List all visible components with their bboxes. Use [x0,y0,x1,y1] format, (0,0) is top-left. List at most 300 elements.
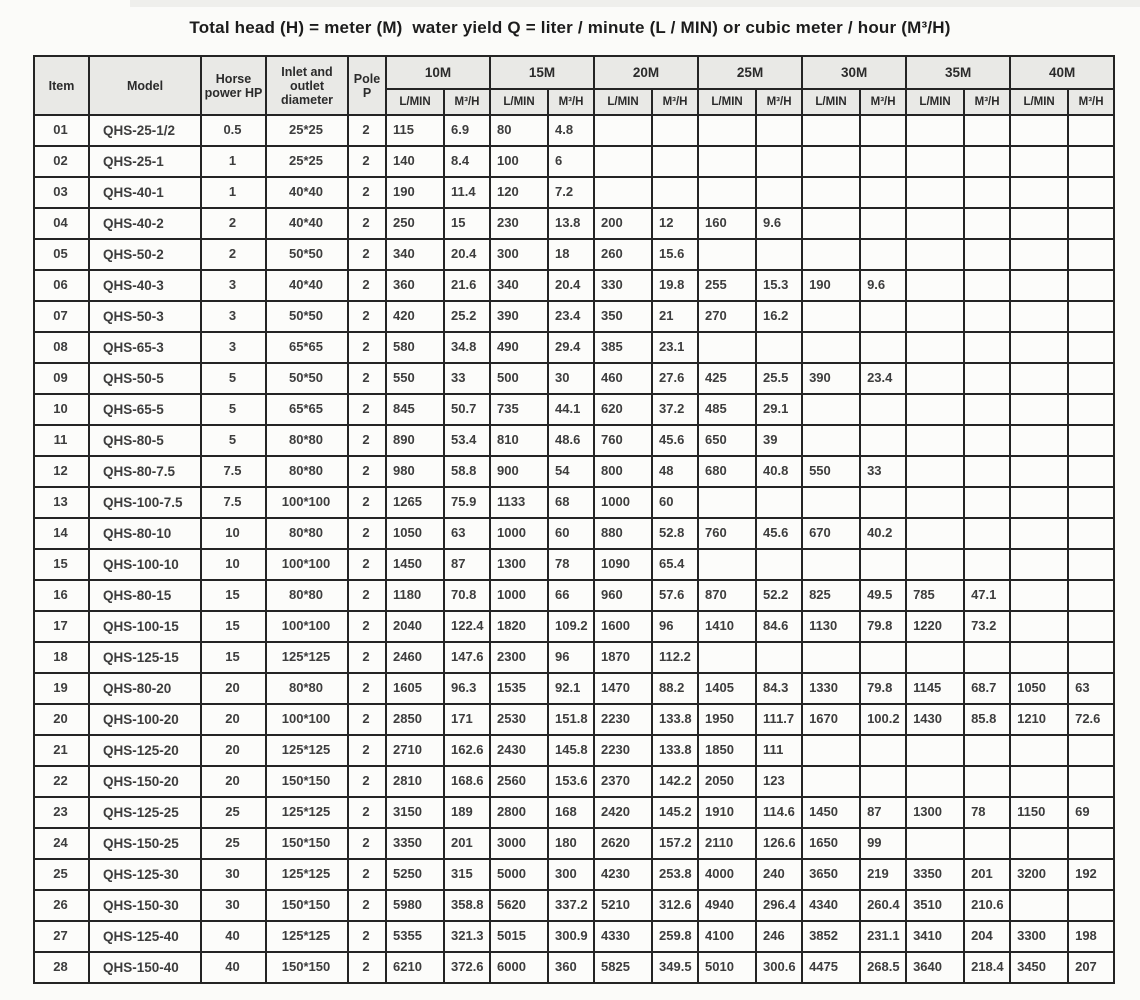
cell-m3h [860,332,906,363]
cell-m3h [860,549,906,580]
cell-lmin: 800 [594,456,652,487]
cell-lmin: 5000 [490,859,548,890]
cell-m3h: 27.6 [652,363,698,394]
cell-pole: 2 [348,673,386,704]
cell-m3h: 79.8 [860,611,906,642]
cell-lmin [698,642,756,673]
cell-lmin: 6000 [490,952,548,983]
cell-lmin: 2430 [490,735,548,766]
cell-diameter: 125*125 [266,797,348,828]
cell-model: QHS-150-25 [89,828,201,859]
cell-hp: 30 [201,859,266,890]
cell-m3h: 259.8 [652,921,698,952]
cell-lmin: 3150 [386,797,444,828]
cell-lmin: 5980 [386,890,444,921]
head-column-10M: 10M [386,56,490,89]
cell-hp: 2 [201,239,266,270]
cell-lmin: 2230 [594,735,652,766]
cell-m3h [964,766,1010,797]
cell-m3h [1068,146,1114,177]
cell-lmin: 100 [490,146,548,177]
cell-pole: 2 [348,549,386,580]
cell-model: QHS-125-30 [89,859,201,890]
cell-item: 05 [34,239,89,270]
table-row [34,828,1114,859]
cell-lmin: 120 [490,177,548,208]
cell-lmin: 460 [594,363,652,394]
column-header-inlet-outlet: Inlet and outlet diameter [266,56,348,115]
cell-lmin [698,177,756,208]
cell-lmin: 680 [698,456,756,487]
cell-m3h: 240 [756,859,802,890]
cell-m3h: 312.6 [652,890,698,921]
cell-model: QHS-25-1 [89,146,201,177]
cell-lmin: 1210 [1010,704,1068,735]
cell-m3h: 260.4 [860,890,906,921]
table-row [34,518,1114,549]
cell-item: 11 [34,425,89,456]
cell-diameter: 100*100 [266,549,348,580]
sub-header-m3h: M³/H [964,89,1010,115]
cell-m3h: 48 [652,456,698,487]
cell-lmin: 960 [594,580,652,611]
sub-header-lmin: L/MIN [906,89,964,115]
cell-lmin: 760 [698,518,756,549]
cell-m3h [1068,177,1114,208]
cell-hp: 10 [201,549,266,580]
cell-lmin: 4330 [594,921,652,952]
sub-header-m3h: M³/H [548,89,594,115]
cell-diameter: 65*65 [266,332,348,363]
cell-m3h: 219 [860,859,906,890]
sub-header-m3h: M³/H [444,89,490,115]
cell-lmin [802,146,860,177]
cell-m3h: 145.8 [548,735,594,766]
cell-m3h: 44.1 [548,394,594,425]
cell-m3h: 192 [1068,859,1114,890]
cell-m3h: 180 [548,828,594,859]
cell-lmin: 1000 [490,518,548,549]
cell-lmin: 360 [386,270,444,301]
cell-diameter: 80*80 [266,456,348,487]
cell-hp: 0.5 [201,115,266,146]
table-row [34,487,1114,518]
cell-model: QHS-50-2 [89,239,201,270]
cell-diameter: 25*25 [266,146,348,177]
cell-lmin: 3350 [906,859,964,890]
cell-pole: 2 [348,239,386,270]
cell-m3h [860,394,906,425]
scan-edge-strip [130,0,1140,7]
cell-model: QHS-80-10 [89,518,201,549]
cell-lmin [1010,270,1068,301]
cell-m3h [756,487,802,518]
cell-lmin: 3450 [1010,952,1068,983]
cell-lmin: 340 [386,239,444,270]
cell-diameter: 150*150 [266,890,348,921]
sub-header-m3h: M³/H [756,89,802,115]
cell-m3h: 52.2 [756,580,802,611]
cell-m3h: 96.3 [444,673,490,704]
cell-m3h: 7.2 [548,177,594,208]
cell-m3h: 87 [860,797,906,828]
cell-m3h [964,828,1010,859]
cell-hp: 15 [201,611,266,642]
cell-item: 18 [34,642,89,673]
cell-lmin: 1265 [386,487,444,518]
cell-pole: 2 [348,859,386,890]
cell-m3h: 23.1 [652,332,698,363]
cell-lmin: 5620 [490,890,548,921]
cell-model: QHS-150-40 [89,952,201,983]
cell-pole: 2 [348,425,386,456]
cell-m3h [1068,332,1114,363]
cell-lmin: 4940 [698,890,756,921]
cell-m3h [860,239,906,270]
cell-m3h: 96 [548,642,594,673]
cell-lmin: 670 [802,518,860,549]
cell-m3h: 49.5 [860,580,906,611]
cell-diameter: 65*65 [266,394,348,425]
sub-header-lmin: L/MIN [594,89,652,115]
cell-lmin [1010,828,1068,859]
cell-lmin [802,177,860,208]
cell-item: 03 [34,177,89,208]
cell-item: 25 [34,859,89,890]
cell-m3h: 6 [548,146,594,177]
cell-m3h: 63 [1068,673,1114,704]
sub-header-m3h: M³/H [860,89,906,115]
cell-item: 07 [34,301,89,332]
cell-m3h: 100.2 [860,704,906,735]
cell-m3h: 16.2 [756,301,802,332]
cell-m3h: 87 [444,549,490,580]
cell-lmin [1010,363,1068,394]
cell-lmin [802,208,860,239]
cell-lmin: 2460 [386,642,444,673]
pump-spec-table [33,55,1115,984]
cell-lmin: 3300 [1010,921,1068,952]
cell-lmin [906,115,964,146]
cell-lmin: 1450 [386,549,444,580]
cell-hp: 7.5 [201,487,266,518]
cell-m3h: 358.8 [444,890,490,921]
cell-diameter: 40*40 [266,177,348,208]
cell-m3h [964,115,1010,146]
cell-m3h: 47.1 [964,580,1010,611]
cell-m3h: 189 [444,797,490,828]
cell-m3h: 53.4 [444,425,490,456]
cell-m3h: 300.6 [756,952,802,983]
cell-pole: 2 [348,890,386,921]
cell-m3h [652,177,698,208]
cell-m3h: 360 [548,952,594,983]
cell-hp: 1 [201,177,266,208]
cell-m3h [1068,580,1114,611]
cell-lmin: 2800 [490,797,548,828]
cell-hp: 2 [201,208,266,239]
head-column-25M: 25M [698,56,802,89]
cell-lmin: 255 [698,270,756,301]
cell-diameter: 80*80 [266,580,348,611]
cell-m3h: 68.7 [964,673,1010,704]
cell-lmin: 3410 [906,921,964,952]
cell-m3h [860,115,906,146]
cell-m3h: 109.2 [548,611,594,642]
cell-m3h [860,208,906,239]
cell-lmin [906,363,964,394]
table-row [34,146,1114,177]
cell-hp: 3 [201,270,266,301]
cell-lmin: 385 [594,332,652,363]
cell-diameter: 150*150 [266,828,348,859]
cell-m3h: 133.8 [652,704,698,735]
cell-lmin [802,115,860,146]
cell-m3h [1068,425,1114,456]
cell-m3h [860,735,906,766]
cell-m3h: 157.2 [652,828,698,859]
cell-diameter: 100*100 [266,487,348,518]
cell-item: 08 [34,332,89,363]
cell-m3h: 8.4 [444,146,490,177]
cell-model: QHS-125-25 [89,797,201,828]
cell-m3h: 15.6 [652,239,698,270]
cell-item: 06 [34,270,89,301]
cell-lmin: 1600 [594,611,652,642]
cell-lmin: 3000 [490,828,548,859]
cell-lmin: 350 [594,301,652,332]
cell-m3h [860,301,906,332]
cell-lmin [906,487,964,518]
cell-model: QHS-150-30 [89,890,201,921]
cell-m3h [1068,394,1114,425]
cell-diameter: 125*125 [266,642,348,673]
cell-hp: 10 [201,518,266,549]
table-row [34,270,1114,301]
cell-lmin: 190 [386,177,444,208]
cell-m3h [756,642,802,673]
cell-m3h [964,425,1010,456]
cell-m3h [1068,270,1114,301]
cell-item: 20 [34,704,89,735]
cell-diameter: 125*125 [266,735,348,766]
cell-model: QHS-80-20 [89,673,201,704]
cell-m3h: 92.1 [548,673,594,704]
cell-m3h: 142.2 [652,766,698,797]
cell-lmin [698,146,756,177]
cell-lmin [802,332,860,363]
cell-m3h [860,487,906,518]
cell-m3h [964,301,1010,332]
cell-diameter: 40*40 [266,270,348,301]
cell-lmin [906,828,964,859]
cell-lmin: 420 [386,301,444,332]
cell-m3h: 66 [548,580,594,611]
cell-lmin: 2040 [386,611,444,642]
cell-m3h: 40.2 [860,518,906,549]
cell-item: 15 [34,549,89,580]
cell-lmin: 490 [490,332,548,363]
cell-lmin [802,549,860,580]
column-header-model: Model [89,56,201,115]
cell-m3h: 111.7 [756,704,802,735]
cell-model: QHS-125-20 [89,735,201,766]
cell-m3h: 372.6 [444,952,490,983]
cell-diameter: 125*125 [266,859,348,890]
table-row [34,673,1114,704]
cell-lmin: 4340 [802,890,860,921]
cell-m3h: 231.1 [860,921,906,952]
cell-lmin: 1130 [802,611,860,642]
cell-m3h [1068,518,1114,549]
cell-model: QHS-40-2 [89,208,201,239]
cell-hp: 20 [201,704,266,735]
cell-m3h: 70.8 [444,580,490,611]
cell-item: 26 [34,890,89,921]
table-row [34,239,1114,270]
table-row [34,425,1114,456]
cell-lmin [1010,146,1068,177]
cell-m3h [964,146,1010,177]
cell-m3h: 20.4 [444,239,490,270]
cell-model: QHS-40-3 [89,270,201,301]
cell-item: 14 [34,518,89,549]
cell-lmin: 550 [386,363,444,394]
sub-header-lmin: L/MIN [386,89,444,115]
cell-lmin: 785 [906,580,964,611]
cell-lmin [1010,580,1068,611]
cell-lmin: 2110 [698,828,756,859]
cell-pole: 2 [348,394,386,425]
head-column-30M: 30M [802,56,906,89]
cell-lmin: 1220 [906,611,964,642]
cell-lmin: 5825 [594,952,652,983]
cell-m3h [860,425,906,456]
cell-hp: 15 [201,642,266,673]
cell-lmin: 160 [698,208,756,239]
cell-m3h [964,177,1010,208]
cell-model: QHS-40-1 [89,177,201,208]
cell-diameter: 80*80 [266,673,348,704]
cell-lmin: 870 [698,580,756,611]
cell-lmin [906,394,964,425]
cell-lmin: 2300 [490,642,548,673]
cell-m3h: 321.3 [444,921,490,952]
cell-lmin: 4230 [594,859,652,890]
cell-lmin: 890 [386,425,444,456]
cell-m3h: 78 [548,549,594,580]
cell-lmin: 1820 [490,611,548,642]
cell-m3h: 60 [652,487,698,518]
table-row [34,735,1114,766]
cell-pole: 2 [348,177,386,208]
cell-lmin [698,487,756,518]
cell-hp: 30 [201,890,266,921]
cell-item: 28 [34,952,89,983]
cell-lmin: 2420 [594,797,652,828]
cell-lmin: 5355 [386,921,444,952]
cell-lmin [698,115,756,146]
cell-pole: 2 [348,735,386,766]
cell-lmin [1010,735,1068,766]
cell-m3h [964,549,1010,580]
cell-lmin: 1410 [698,611,756,642]
cell-lmin [594,146,652,177]
cell-m3h: 68 [548,487,594,518]
cell-lmin: 5250 [386,859,444,890]
cell-m3h: 19.8 [652,270,698,301]
cell-m3h [756,177,802,208]
cell-lmin: 5010 [698,952,756,983]
cell-m3h: 268.5 [860,952,906,983]
cell-m3h [756,549,802,580]
sub-header-m3h: M³/H [652,89,698,115]
cell-m3h: 29.4 [548,332,594,363]
cell-lmin [906,642,964,673]
cell-hp: 20 [201,735,266,766]
sub-header-lmin: L/MIN [698,89,756,115]
cell-lmin: 1133 [490,487,548,518]
cell-m3h: 23.4 [860,363,906,394]
cell-lmin: 1670 [802,704,860,735]
cell-lmin: 1850 [698,735,756,766]
cell-lmin [802,425,860,456]
cell-lmin: 2530 [490,704,548,735]
cell-lmin [906,425,964,456]
cell-hp: 25 [201,797,266,828]
cell-lmin: 5015 [490,921,548,952]
cell-diameter: 150*150 [266,766,348,797]
cell-m3h: 168 [548,797,594,828]
cell-m3h [1068,828,1114,859]
cell-model: QHS-80-7.5 [89,456,201,487]
cell-pole: 2 [348,270,386,301]
sub-header-lmin: L/MIN [490,89,548,115]
cell-lmin: 810 [490,425,548,456]
table-row [34,394,1114,425]
cell-m3h [1068,735,1114,766]
cell-lmin: 2850 [386,704,444,735]
cell-lmin [594,115,652,146]
cell-hp: 3 [201,332,266,363]
cell-m3h: 72.6 [1068,704,1114,735]
cell-lmin: 1910 [698,797,756,828]
cell-pole: 2 [348,797,386,828]
cell-m3h: 6.9 [444,115,490,146]
cell-model: QHS-125-40 [89,921,201,952]
cell-m3h: 85.8 [964,704,1010,735]
cell-m3h: 201 [964,859,1010,890]
table-row [34,177,1114,208]
cell-lmin: 3350 [386,828,444,859]
cell-m3h: 25.2 [444,301,490,332]
cell-lmin: 760 [594,425,652,456]
cell-lmin [802,642,860,673]
cell-m3h: 246 [756,921,802,952]
cell-m3h: 204 [964,921,1010,952]
cell-lmin: 2810 [386,766,444,797]
page-title: Total head (H) = meter (M) water yield Q = liter / minute (L / MIN) or cubic meter / hour (M³/H) [189,18,951,37]
cell-model: QHS-100-15 [89,611,201,642]
cell-lmin [906,146,964,177]
cell-lmin: 580 [386,332,444,363]
cell-lmin: 1300 [906,797,964,828]
cell-m3h: 48.6 [548,425,594,456]
cell-m3h: 207 [1068,952,1114,983]
cell-m3h: 39 [756,425,802,456]
cell-lmin [1010,239,1068,270]
table-row [34,115,1114,146]
